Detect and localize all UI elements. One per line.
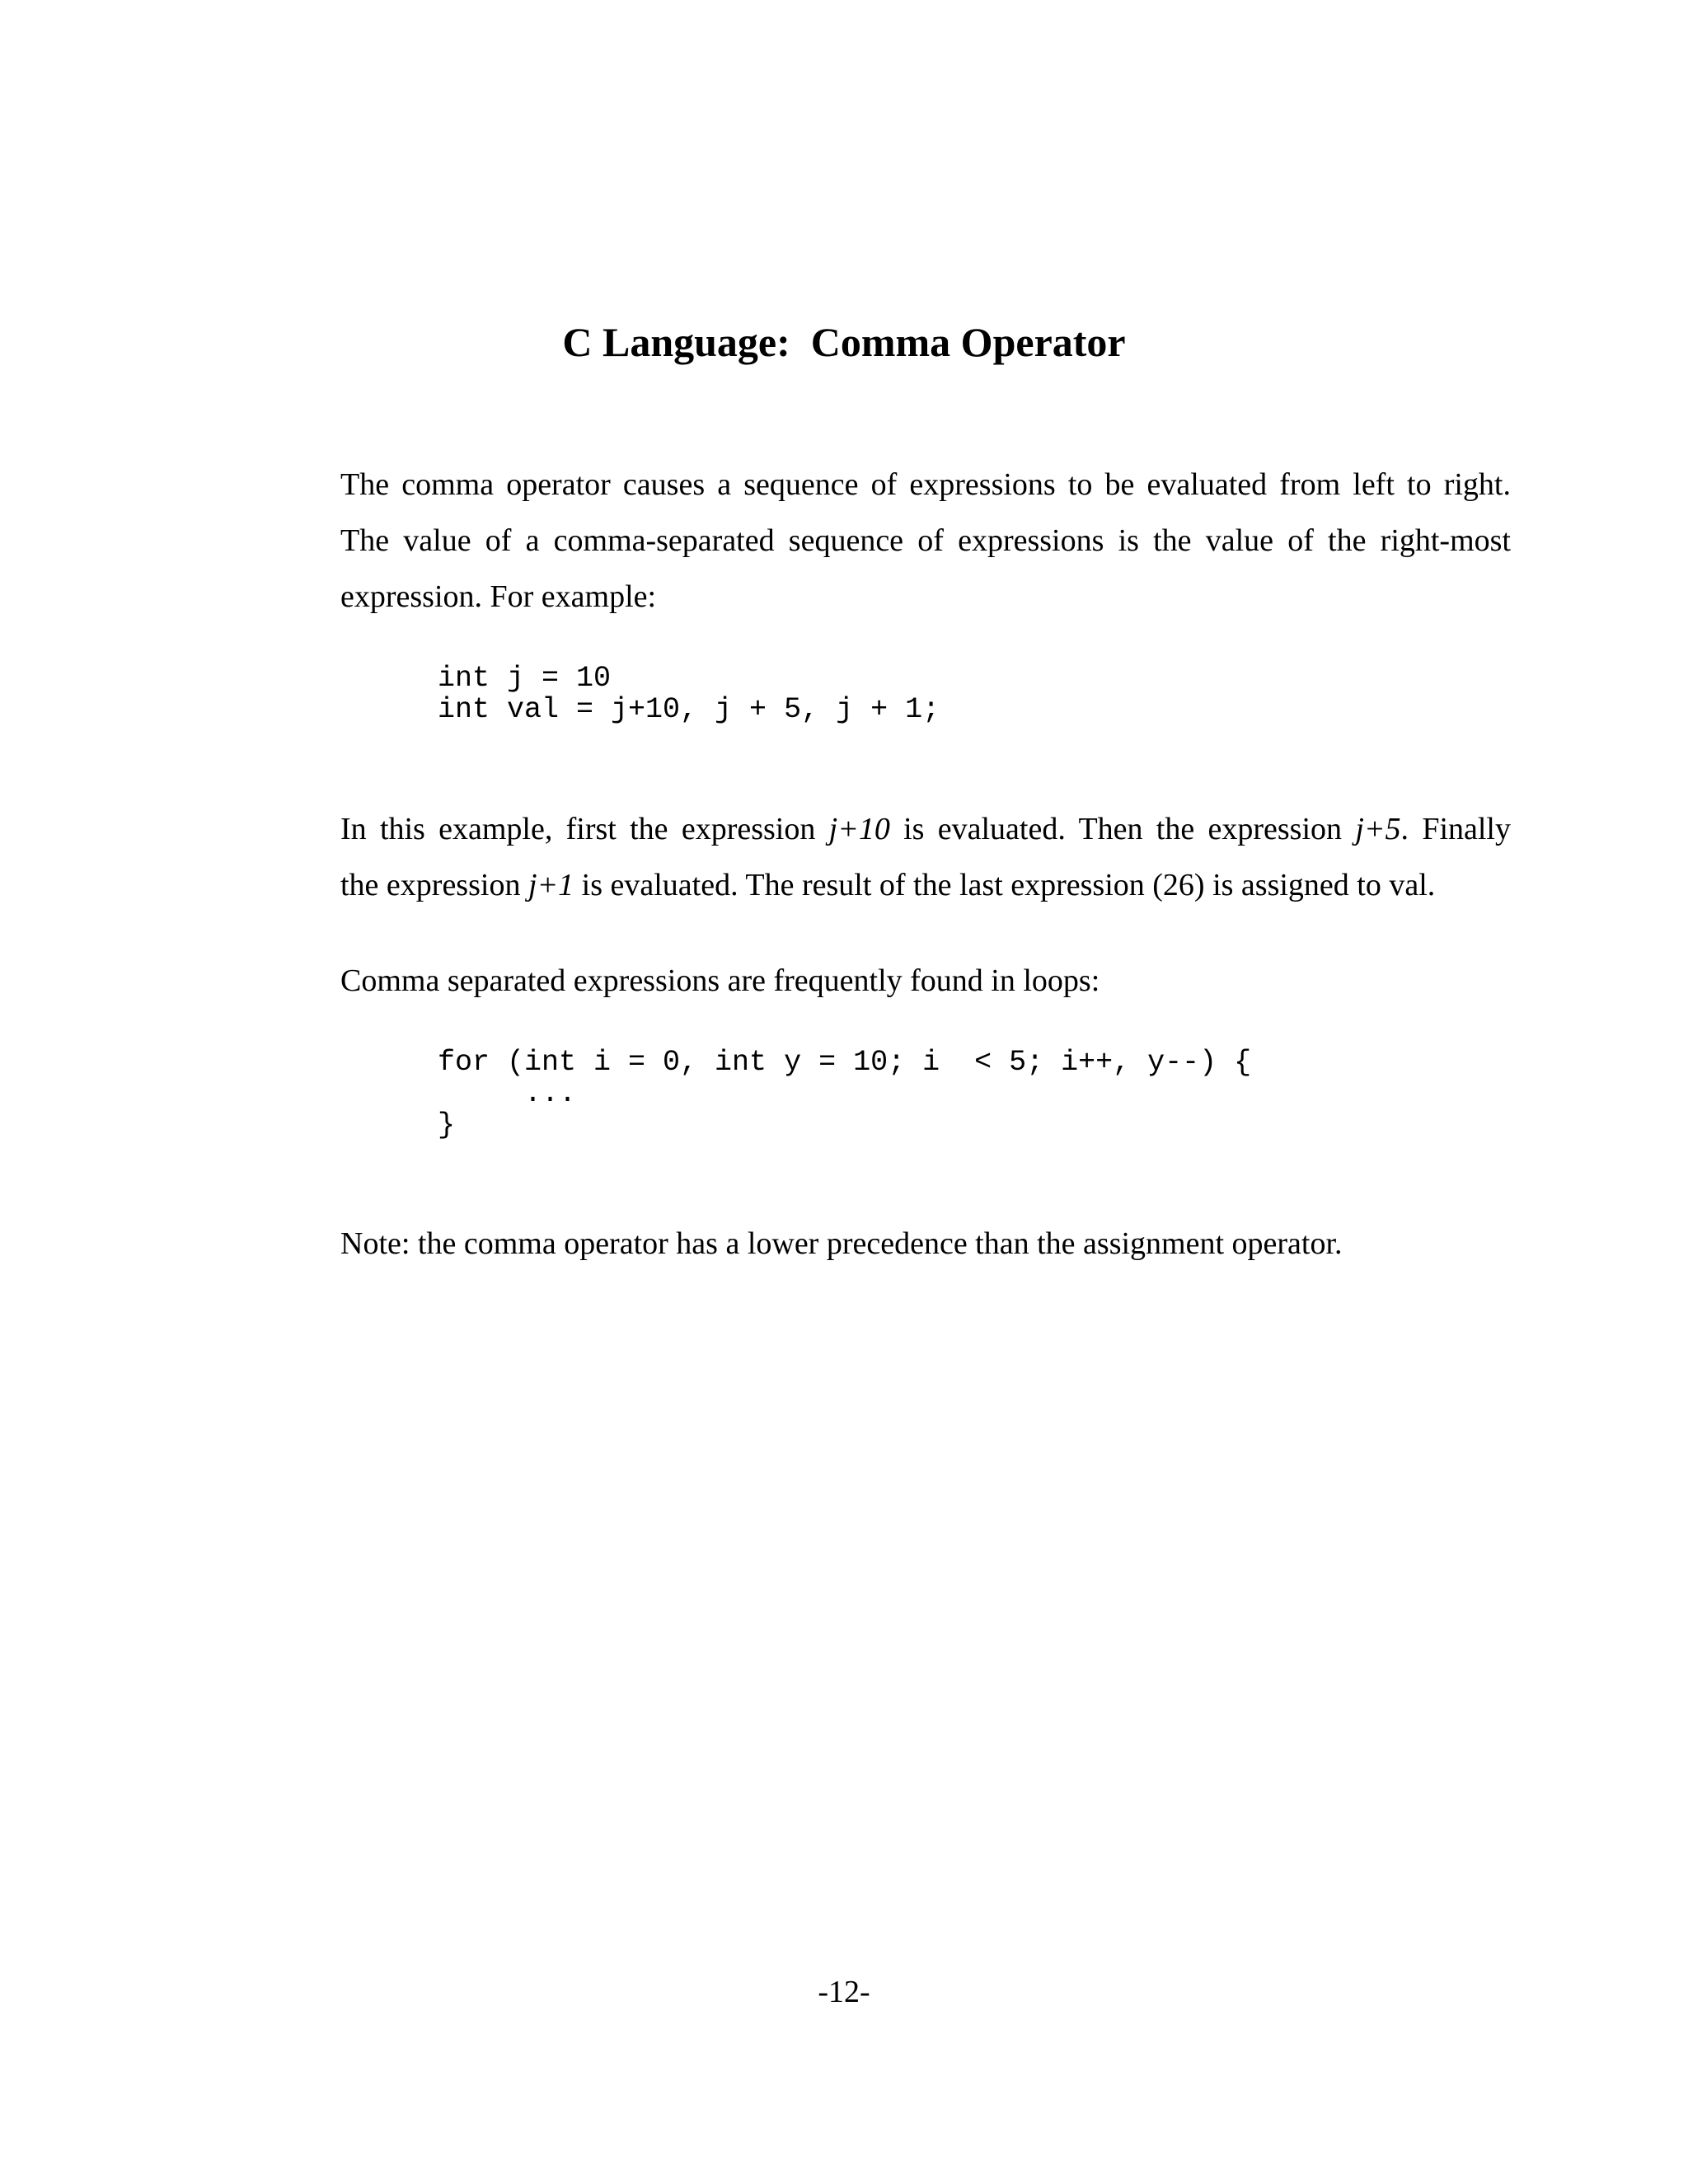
- explanation-text: the expression: [340, 868, 528, 902]
- explanation-line-2: [340, 857, 1511, 913]
- explanation-line-1: [340, 801, 1511, 857]
- explanation-text: is evaluated. The result of the last expression (26) is assigned to val.: [574, 868, 1436, 902]
- loops-intro-paragraph: [340, 953, 1511, 1009]
- intro-line-3: expression. For example:: [340, 579, 657, 614]
- code-block-assignment: [438, 663, 940, 725]
- explanation-text: is evaluated. Then the expression: [889, 812, 1356, 846]
- code-line: ...: [438, 1077, 577, 1110]
- code-line: int val = j+10, j + 5, j + 1;: [438, 693, 940, 726]
- loops-intro-line: Comma separated expressions are frequently found in loops:: [340, 963, 1100, 998]
- intro-line-2: The value of a comma-separated sequence of expressions is the value of the right-most: [340, 523, 1511, 558]
- intro-paragraph: [340, 457, 1511, 625]
- code-line: int j = 10: [438, 662, 612, 695]
- explanation-text: In this example, first the expression: [340, 812, 829, 846]
- code-block-loop: [438, 1047, 1251, 1141]
- explanation-paragraph: [340, 801, 1511, 913]
- code-line: for (int i = 0, int y = 10; i < 5; i++, y--) {: [438, 1046, 1252, 1079]
- code-line: }: [438, 1108, 456, 1141]
- intro-line-1: The comma operator causes a sequence of expressions to be evaluated from left to right.: [340, 467, 1511, 502]
- page-title: C Language: Comma Operator: [562, 319, 1126, 365]
- expression-j-plus-1: j+1: [528, 868, 574, 902]
- expression-j-plus-5: j+5: [1355, 812, 1401, 846]
- expression-j-plus-10: j+10: [828, 812, 890, 846]
- note-line: Note: the comma operator has a lower precedence than the assignment operator.: [340, 1226, 1343, 1261]
- note-paragraph: [340, 1216, 1511, 1272]
- page-number: -12-: [818, 1975, 870, 2009]
- explanation-text: . Finally: [1400, 812, 1511, 846]
